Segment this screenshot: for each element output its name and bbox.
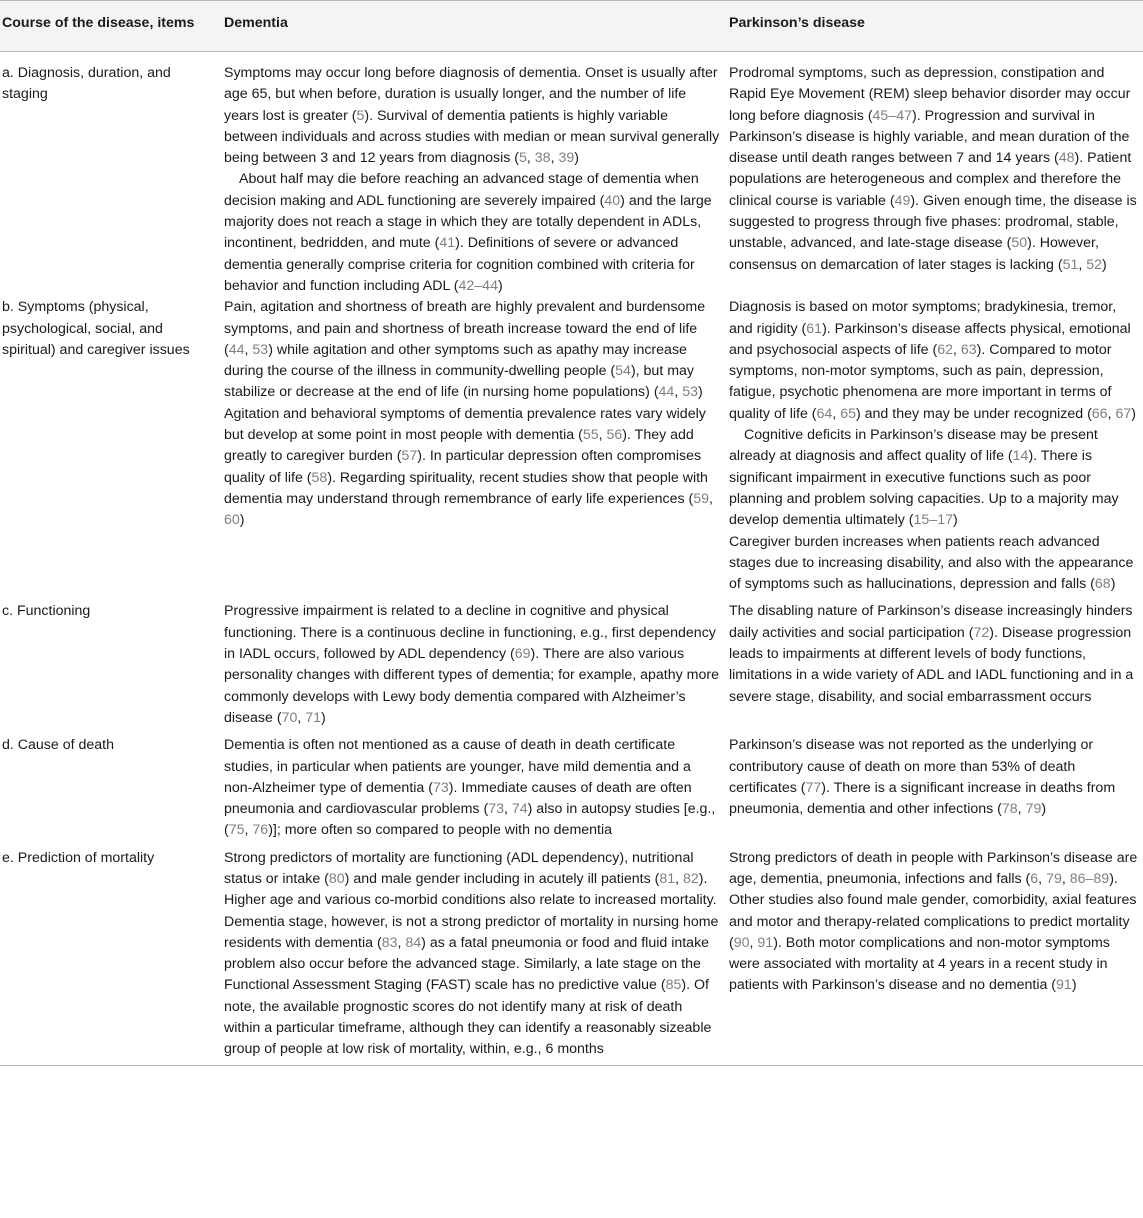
header-dementia: Dementia: [220, 1, 725, 52]
dementia-cell: [220, 595, 725, 729]
dementia-paragraph: Dementia is often not mentioned as a cause of death in death certificate studies, in particular when patients are younger, have mild dementia and a non-Alzheimer type of dementia (73). Immediate causes of death are often pneumonia and cardiovascular problems (73, 74) also in autopsy studies [e.g., (75, 76)]; more often so compared to people with no dementia: [224, 737, 716, 839]
parkinson-paragraph: The disabling nature of Parkinson’s disease increasingly hinders daily activities and social participation (72). Disease progression leads to impairments at different levels of body functions, limitations in a wide variety of ADL and IADL functioning and in a severe stage, disability, and social embarrassment occurs: [729, 603, 1134, 705]
dementia-cell: [220, 729, 725, 841]
row-item-label: a. Diagnosis, duration, and staging: [2, 65, 171, 103]
row-item-label: c. Functioning: [2, 603, 91, 620]
dementia-paragraph: Symptoms may occur long before diagnosis of dementia. Onset is usually after age 65, but when before, duration is usually longer, and the number of life years lost is greater (5). Survival of dementia patients is highly variable between individuals and across studies with median or mean survival generally being between 3 and 12 years from diagnosis (5, 38, 39): [224, 65, 720, 167]
parkinson-cell: [725, 297, 1143, 595]
table-row: [0, 595, 1143, 729]
table-row: [0, 842, 1143, 1065]
parkinson-paragraph: Caregiver burden increases when patients reach advanced stages due to increasing disability, and also with the appearance of symptoms such as hallucinations, depression and falls (68): [729, 533, 1134, 593]
row-item-label: b. Symptoms (physical, psychological, social, and spiritual) and caregiver issues: [2, 299, 190, 358]
parkinson-paragraph: Cognitive deficits in Parkinson’s disease may be present already at diagnosis and affect quality of life (14). There is significant impairment in executive functions such as poor planning and problem solving capacities. Up to a majority may develop dementia ultimately (15–17): [729, 427, 1119, 529]
row-item-label: e. Prediction of mortality: [0, 842, 220, 1065]
dementia-cell: [220, 842, 725, 1065]
parkinson-paragraph: Parkinson’s disease was not reported as the underlying or contributory cause of death on more than 53% of death certificates (77). There is a significant increase in deaths from pneumonia, dementia and other infections (78, 79): [729, 737, 1116, 818]
dementia-paragraph: Strong predictors of mortality are functioning (ADL dependency), nutritional status or intake (80) and male gender including in acutely ill patients (81, 82). Higher age and various co-morbid conditions also relate to increased mortality. Dementia stage, however, is not a strong predictor of mortality in nursing home residents with dementia (83, 84) as a fatal pneumonia or food and fluid intake problem also occur before the advanced stage. Similarly, a late stage on the Functional Assessment Staging (FAST) scale has no predictive value (85). Of note, the available prognostic scores do not identify many at risk of death within a particular timeframe, although they can identify a reasonably sizeable group of people at low risk of mortality, within, e.g., 6 months: [224, 849, 719, 1058]
parkinson-paragraph: Diagnosis is based on motor symptoms; bradykinesia, tremor, and rigidity (61). Parkinson’s disease affects physical, emotional and psychosocial aspects of life (62, 63). Compared to motor symptoms, non-motor symptoms, such as pain, depression, fatigue, psychotic phenomena are more important in terms of quality of life (64, 65) and they may be under recognized (66, 67): [729, 299, 1136, 422]
dementia-paragraph: Pain, agitation and shortness of breath are highly prevalent and burdensome symptoms, and pain and shortness of breath increase toward the end of life (44, 53) while agitation and other symptoms such as apathy may increase during the course of the illness in community-dwelling people (54), but may stabilize or decrease at the end of life (in nursing home populations) (44, 53) Agitation and behavioral symptoms of dementia prevalence rates vary widely but develop at some point in most people with dementia (55, 56). They add greatly to caregiver burden (57). In particular depression often compromises quality of life (58). Regarding spirituality, recent studies show that people with dementia may understand through remembrance of early life experiences (59, 60): [224, 299, 713, 529]
dementia-paragraph: About half may die before reaching an advanced stage of dementia when decision making and ADL functioning are severely impaired (40) and the large majority does not reach a stage in which they are totally dependent in ADLs, incontinent, bedridden, and mute (41). Definitions of severe or advanced dementia generally comprise criteria for cognition combined with criteria for behavior and function including ADL (42–44): [224, 171, 712, 294]
parkinson-paragraph: Prodromal symptoms, such as depression, constipation and Rapid Eye Movement (REM) sleep behavior disorder may occur long before diagnosis (45–47). Progression and survival in Parkinson’s disease is highly variable, and mean duration of the disease until death ranges between 7 and 14 years (48). Patient populations are heterogeneous and complex and therefore the clinical course is variable (49). Given enough time, the disease is suggested to progress through five phases: prodromal, stable, unstable, advanced, and late-stage disease (50). However, consensus on demarcation of later stages is lacking (51, 52): [729, 65, 1137, 273]
header-row: [0, 1, 1143, 52]
row-item-label: d. Cause of death: [2, 737, 115, 754]
parkinson-paragraph: Strong predictors of death in people with Parkinson’s disease are age, dementia, pneumonia, infections and falls (6, 79, 86–89). Other studies also found male gender, comorbidity, axial features and motor and therapy-related complications to predict mortality (90, 91). Both motor complications and non-motor symptoms were associated with mortality at 4 years in a recent study in patients with Parkinson’s disease and no dementia (91): [729, 849, 1138, 994]
table-row: [0, 52, 1143, 298]
header-course: Course of the disease, items: [0, 1, 220, 52]
dementia-paragraph: Progressive impairment is related to a decline in cognitive and physical functioning. There is a continuous decline in functioning, e.g., first dependency in IADL occurs, followed by ADL dependency (69). There are also various personality changes with different types of dementia; for example, apathy more commonly develops with Lewy body dementia compared with Alzheimer’s disease (70, 71): [224, 603, 719, 726]
parkinson-cell: [725, 595, 1143, 729]
table-row: [0, 297, 1143, 595]
table-row: [0, 729, 1143, 841]
dementia-cell: [220, 297, 725, 595]
parkinson-cell: [725, 52, 1143, 298]
header-parkinson: Parkinson’s disease: [725, 1, 1143, 52]
dementia-cell: [220, 52, 725, 298]
parkinson-cell: [725, 842, 1143, 1065]
parkinson-cell: [725, 729, 1143, 841]
